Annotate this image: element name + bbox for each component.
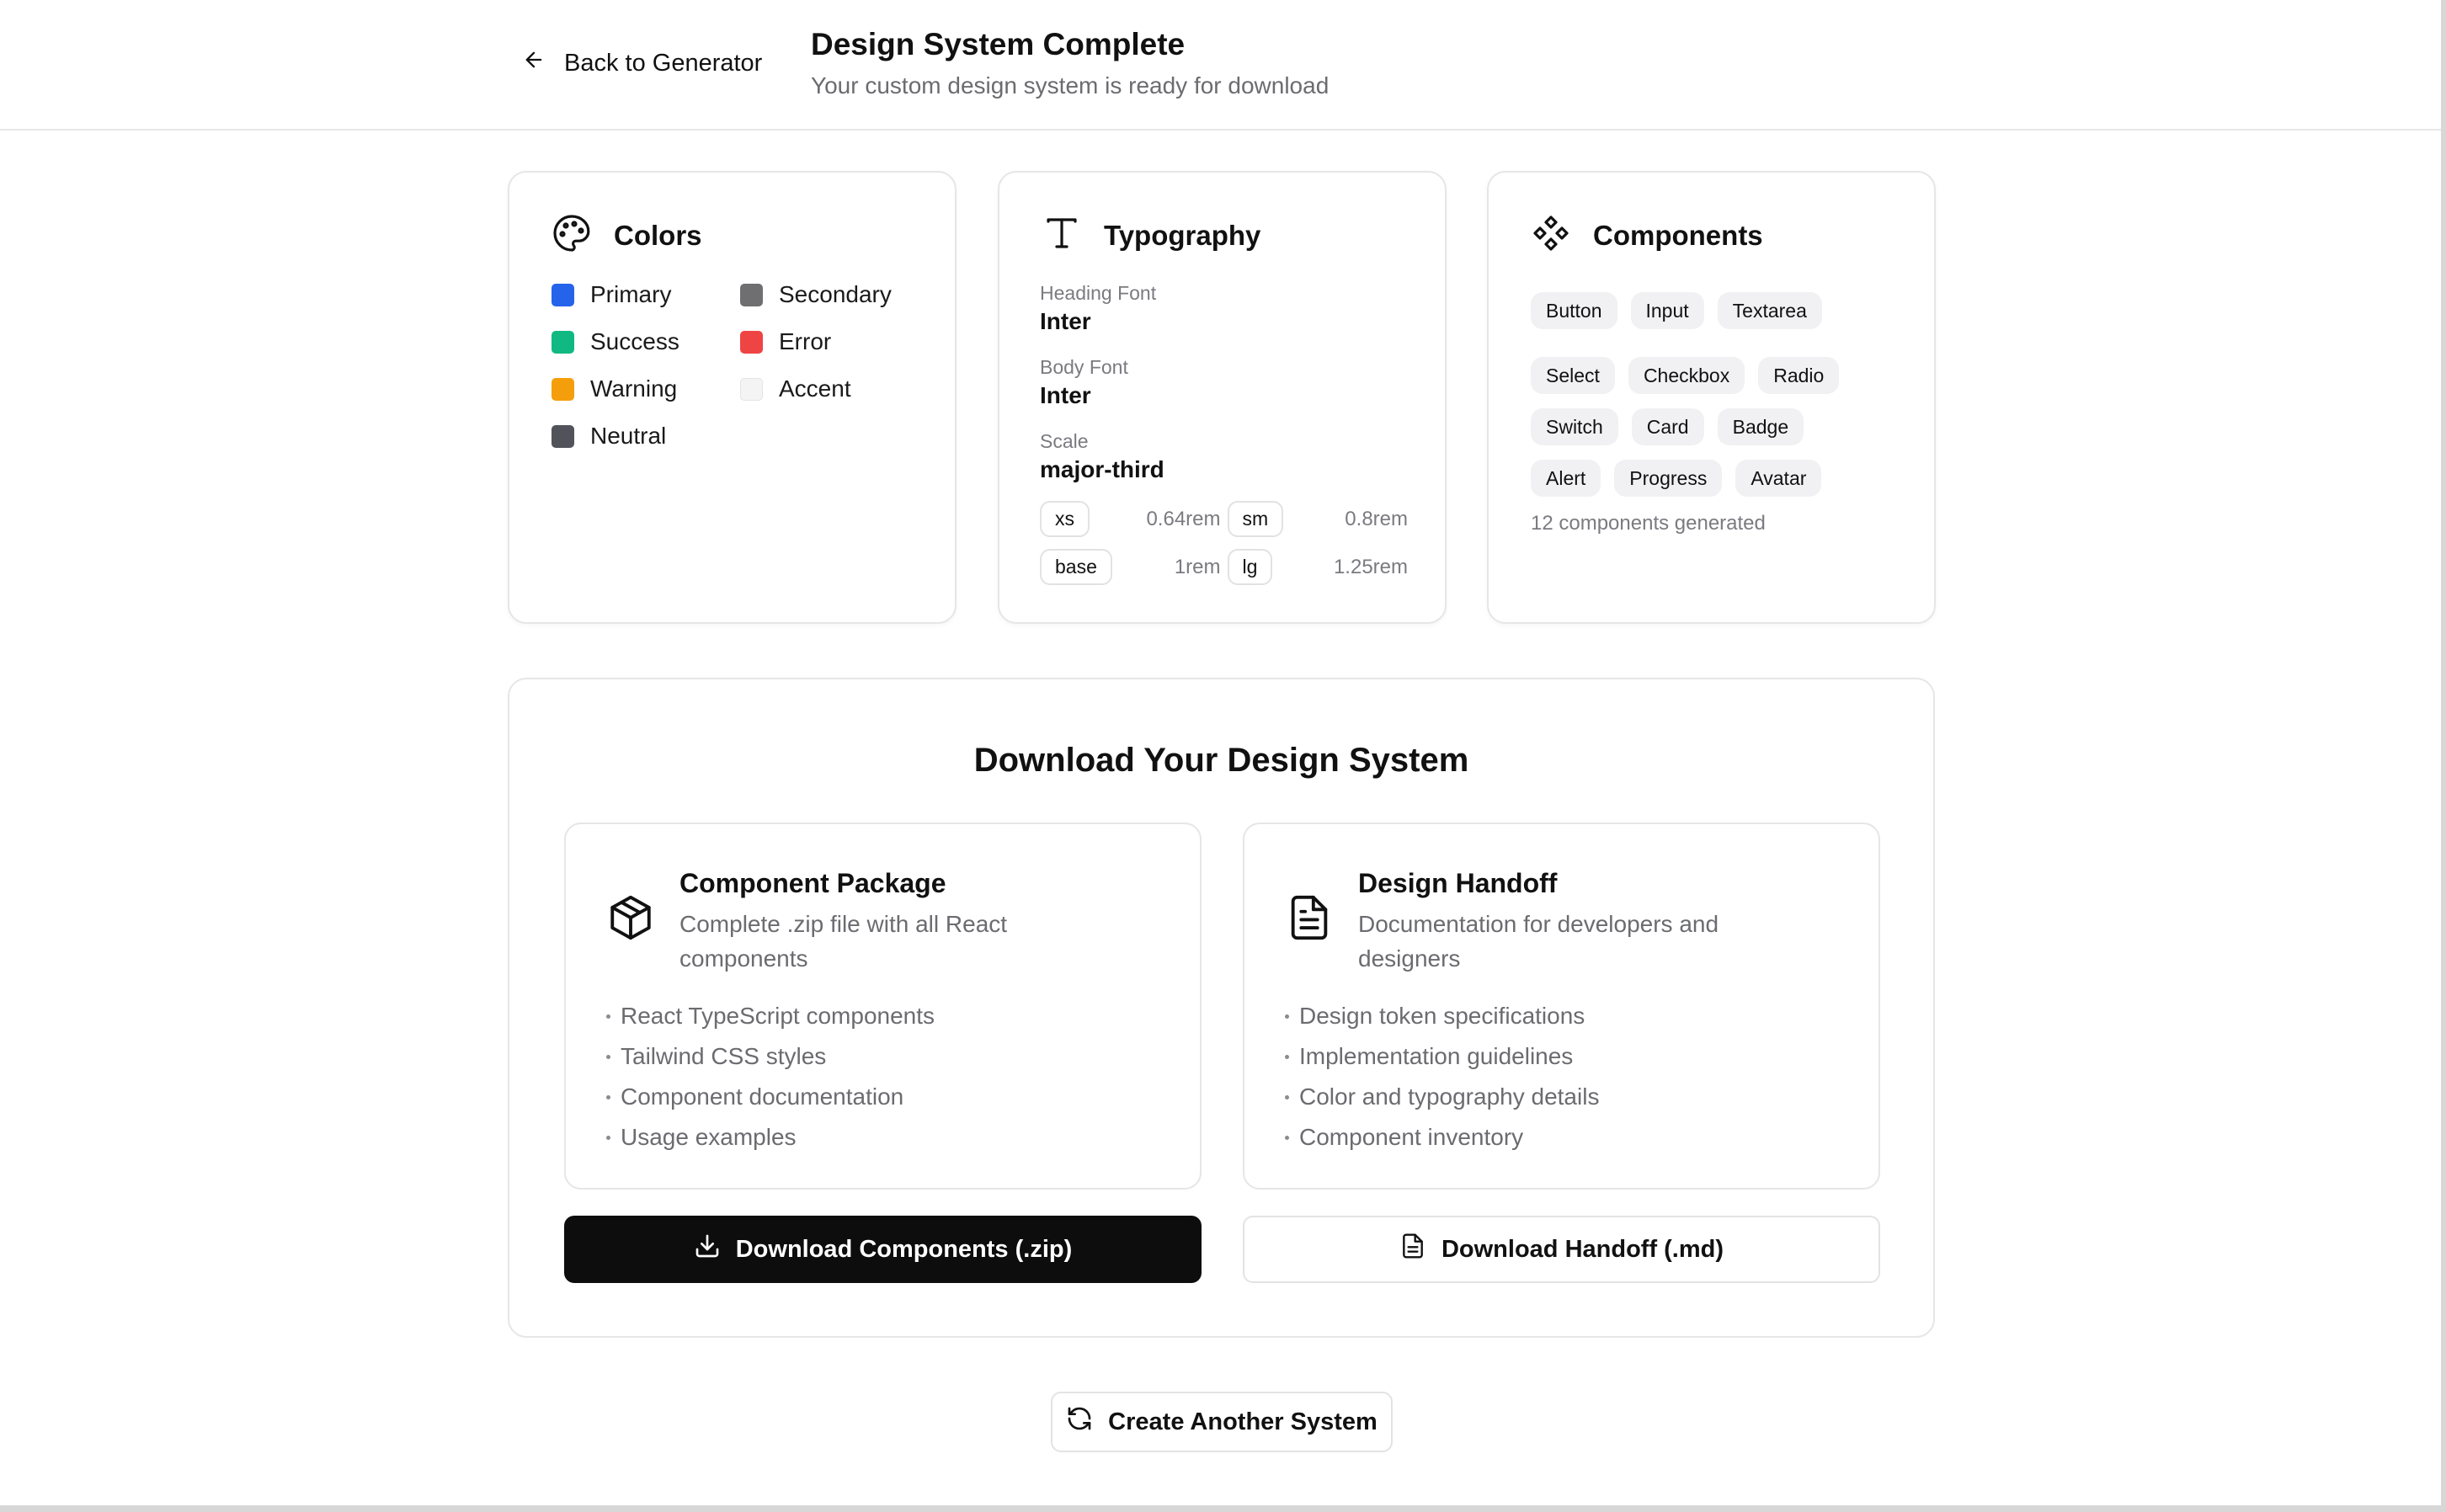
palette-icon [552,213,592,258]
download-handoff-label: Download Handoff (.md) [1441,1235,1724,1263]
design-handoff-title: Design Handoff [1358,868,1558,898]
badge-row [1531,408,1901,445]
scale-size-value: 1rem [1174,555,1221,578]
feature-text: Component documentation [621,1083,904,1110]
feature-text: Usage examples [621,1124,797,1150]
component-package-title: Component Package [679,868,946,898]
feature-item [606,1077,935,1117]
body-font-block [1040,356,1128,409]
download-panel [508,678,1935,1338]
scale-size-name: sm [1228,501,1284,537]
typography-card-header [1042,213,1260,258]
colors-card-title: Colors [614,219,702,251]
feature-item [1285,1036,1599,1077]
download-handoff-button[interactable] [1243,1216,1880,1283]
feature-text: Component inventory [1299,1124,1524,1150]
bullet-icon [1285,1136,1289,1140]
colors-card [508,171,957,624]
color-swatch-error [740,331,763,354]
scale-label: Scale [1040,430,1089,452]
badge-row [1531,292,1901,329]
type-icon [1042,213,1082,258]
scale-size-name: base [1040,549,1112,585]
body-font-value: Inter [1040,382,1091,408]
color-item-neutral [552,423,740,449]
bullet-icon [606,1014,610,1019]
bullet-icon [606,1055,610,1059]
component-package-features [606,996,935,1158]
bullet-icon [1285,1095,1289,1099]
feature-item [1285,1117,1599,1158]
scale-size-value: 0.64rem [1146,507,1221,530]
color-swatch-neutral [552,425,574,448]
component-badge: Progress [1614,460,1722,497]
feature-text: Design token specifications [1299,1003,1585,1029]
color-swatch-primary [552,284,574,306]
color-item-error [740,329,925,354]
component-icon [1531,213,1571,258]
file-text-icon [1285,892,1334,944]
feature-item [606,996,935,1036]
bullet-icon [606,1136,610,1140]
component-badge-list [1531,292,1901,511]
heading-font-label: Heading Font [1040,282,1157,304]
badge-row [1531,460,1901,497]
badge-row [1531,357,1901,394]
scale-size-name: xs [1040,501,1090,537]
feature-text: Color and typography details [1299,1083,1600,1110]
color-label: Error [779,328,832,354]
bullet-icon [606,1095,610,1099]
components-card [1487,171,1936,624]
package-icon [606,892,655,944]
page-subtitle: Your custom design system is ready for download [811,72,1330,98]
component-badge: Radio [1758,357,1839,394]
feature-item [606,1117,935,1158]
color-label: Neutral [590,423,667,449]
bullet-icon [1285,1014,1289,1019]
download-icon [694,1232,721,1266]
color-label: Accent [779,375,851,402]
create-another-system-label: Create Another System [1108,1408,1378,1435]
back-to-generator-label: Back to Generator [564,49,763,77]
feature-text: Tailwind CSS styles [621,1043,827,1069]
component-badge: Checkbox [1628,357,1745,394]
component-badge: Input [1631,292,1704,329]
color-label: Success [590,328,679,354]
components-card-header [1531,213,1763,258]
component-badge: Alert [1531,460,1601,497]
color-item-secondary [740,282,925,307]
color-list [552,282,925,449]
bullet-icon [1285,1055,1289,1059]
heading-font-value: Inter [1040,308,1091,334]
type-scale-row [1040,549,1221,585]
component-count: 12 components generated [1531,512,1766,535]
component-badge: Select [1531,357,1615,394]
type-scale-row [1228,501,1409,537]
scale-size-value: 1.25rem [1333,555,1408,578]
download-title: Download Your Design System [973,742,1469,779]
scale-block [1040,430,1164,483]
feature-text: Implementation guidelines [1299,1043,1574,1069]
design-handoff-description: Documentation for developers and designers [1358,911,1719,972]
feature-text: React TypeScript components [621,1003,935,1029]
refresh-icon [1066,1405,1093,1439]
colors-card-header [552,213,702,258]
scale-size-value: 0.8rem [1345,507,1408,530]
window-frame-bottom [0,1505,2446,1512]
design-handoff-features [1285,996,1599,1158]
component-badge: Avatar [1735,460,1821,497]
color-item-accent [740,376,925,402]
feature-item [1285,1077,1599,1117]
download-components-label: Download Components (.zip) [735,1235,1073,1263]
component-badge: Switch [1531,408,1618,445]
type-scale-list [1040,501,1408,585]
page-title: Design System Complete [811,27,1186,61]
design-handoff-card [1243,823,1880,1190]
color-swatch-success [552,331,574,354]
scale-size-name: lg [1228,549,1273,585]
color-swatch-secondary [740,284,763,306]
create-another-system-button[interactable] [1051,1392,1393,1452]
feature-item [606,1036,935,1077]
color-label: Warning [590,375,678,402]
feature-item [1285,996,1599,1036]
color-swatch-warning [552,378,574,401]
component-package-description: Complete .zip file with all React components [679,911,1008,972]
color-label: Primary [590,281,672,307]
component-badge: Button [1531,292,1617,329]
type-scale-row [1040,501,1221,537]
window-frame-right [2441,0,2446,1512]
components-card-title: Components [1593,219,1763,251]
component-badge: Card [1632,408,1704,445]
arrow-left-icon [522,48,546,78]
component-badge: Badge [1718,408,1804,445]
color-item-success [552,329,740,354]
body-font-label: Body Font [1040,356,1128,378]
download-components-button[interactable] [564,1216,1202,1283]
typography-card-title: Typography [1104,219,1261,251]
color-item-primary [552,282,740,307]
typography-card [998,171,1447,624]
type-scale-row [1228,549,1409,585]
component-package-card [564,823,1202,1190]
component-badge: Textarea [1718,292,1822,329]
header [0,0,2441,130]
back-to-generator-button[interactable] [522,42,762,84]
scale-value: major-third [1040,456,1164,482]
color-swatch-accent [740,378,763,401]
color-item-warning [552,376,740,402]
heading-font-block [1040,282,1156,335]
color-label: Secondary [779,281,892,307]
file-text-icon [1399,1232,1426,1266]
